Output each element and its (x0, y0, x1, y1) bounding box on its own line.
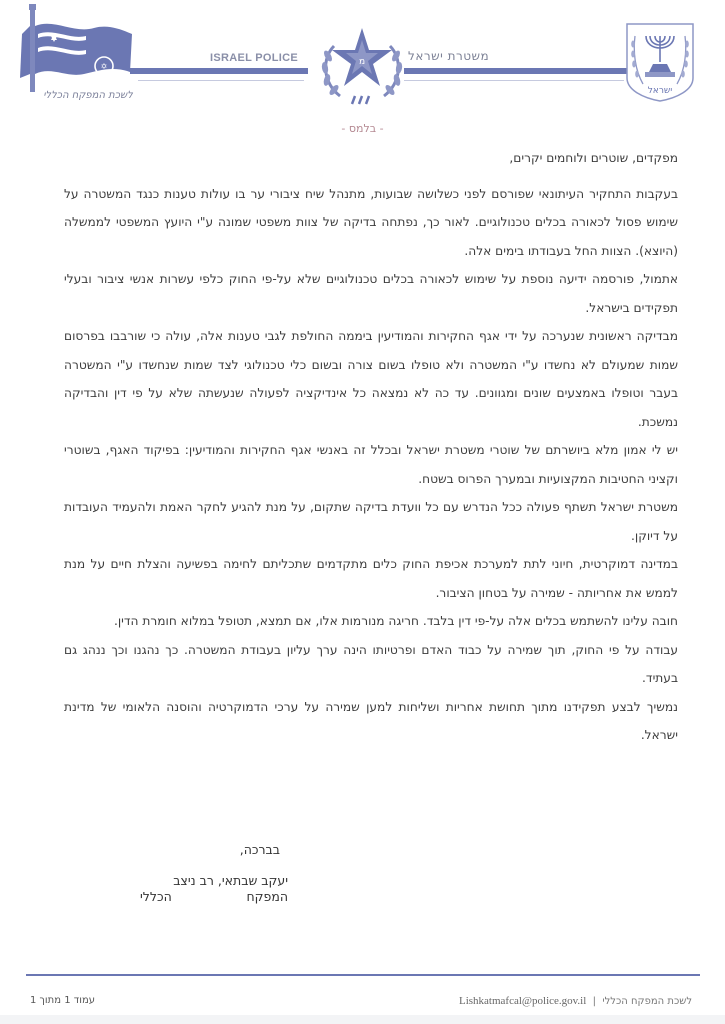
header-rule-right (404, 68, 628, 74)
signer-title-1: המפקח (246, 889, 288, 904)
signer-title-2: הכללי (140, 889, 172, 904)
salutation: מפקדים, שוטרים ולוחמים יקרים, (509, 151, 678, 165)
brand-hebrew: משטרת ישראל (408, 49, 490, 63)
signer-name: יעקב שבתאי, רב ניצב (173, 873, 288, 888)
footer-rule (26, 974, 700, 976)
paragraph-6: במדינה דמוקרטית, חיוני לתת למערכת אכיפת החוק כלים מתקדמים שתכליתם לחימה בפשיעה והצלת חיים על מנת לממש את אחריותה - שמירה על בטחון הציבור. (64, 557, 678, 600)
paragraph-9: נמשיך לבצע תפקידנו מתוך תחושת אחריות ושליחות למען שמירה על ערכי הדמוקרטיה והוסנה הלאומי של מדינת ישראל. (64, 699, 678, 742)
brand-english: ISRAEL POLICE (210, 52, 299, 64)
svg-text:✡: ✡ (100, 62, 108, 71)
header-thin-rule-right (404, 80, 624, 81)
paragraph-2: אתמול, פורסמה ידיעה נוספת על שימוש לכאורה בכלים טכנולוגיים שלא על-פי החוק כלפי עשרות אנשי ציבור ובעלי תפקידים בישראל. (64, 272, 678, 315)
signature-block (140, 873, 288, 905)
page-indicator: עמוד 1 מתוך 1 (30, 995, 95, 1006)
svg-text:מ: מ (358, 57, 366, 67)
footer-separator: | (592, 996, 597, 1007)
police-star-emblem-icon (312, 26, 412, 108)
menorah-state-emblem-icon (625, 22, 695, 102)
paragraph-7: חובה עלינו להשתמש בכלים אלה על-פי דין בלבד. חריגה מנורמות אלו, אם תמצא, תטופל במלוא חומרת הדין. (113, 614, 678, 628)
paragraph-4: יש לי אמון מלא ביושרתם של שוטרי משטרת ישראל ובכלל זה באנשי אגף החקירות והמודיעין: בפיקוד האגף, בשוטרי וקציני החטיבות המקצועיות ובמערך הפרוס בשטח. (64, 443, 678, 486)
bottom-band (0, 1015, 725, 1024)
office-caption: לשכת המפקח הכללי (43, 90, 133, 101)
footer-office: לשכת המפקח הכללי (602, 996, 692, 1007)
svg-text:ישראל: ישראל (647, 86, 673, 96)
paragraph-1: בעקבות התחקיר העיתונאי שפורסם לפני כשלושה שבועות, מתנהל שיח ציבורי ער בו עולות טענות כנגד המשטרה על שימוש פסול לכאורה בכלים טכנולוגיים. לאור כך, נפתחה בדיקה של צוות משפטי שמונה ע"י היועץ המשפטי לממשלה (היוצא). הצוות החל בעבודתו בימים אלה. (64, 186, 678, 258)
paragraph-3: מבדיקה ראשונית שנערכה על ידי אגף החקירות והמודיעין ביממה החולפת לגבי טענות אלה, עולה כי שורבבו בפרסום שמות שמעולם לא נחשדו ע"י המשטרה ולא טופלו בשום צורה ובשום כלי טכנולוגי לצד שמות שנחשדו ע"י המשטרה בעבר וטופלו באמצעים שונים ומגוונים. עד כה לא נמצאה כל אינדיקציה לפעולה שנעשתה שלא על פי דין והבדיקה נמשכת. (64, 329, 678, 429)
footer-email-link[interactable]: Lishkatmafcal@police.gov.il (458, 995, 587, 1007)
header-thin-rule-left (138, 80, 304, 81)
letter-body (64, 140, 678, 750)
paragraph-8: עבודה על פי החוק, תוך שמירה על כבוד האדם ופרטיותו הינה ערך עליון בעבודת המשטרה. כך נהגנו וכך ננהג גם בעתיד. (64, 642, 678, 685)
signoff: בברכה, (239, 842, 280, 857)
header-rule-left (130, 68, 308, 74)
footer-contact (440, 995, 692, 1007)
paragraph-5: משטרת ישראל תשתף פעולה ככל הנדרש עם כל וועדת בדיקה שתקום, על מנת להגיע לחקר האמת ולהעמיד העובדות על דיוקן. (64, 500, 678, 543)
classification-label: - בלמס - (341, 122, 384, 135)
flag-icon (14, 4, 134, 92)
